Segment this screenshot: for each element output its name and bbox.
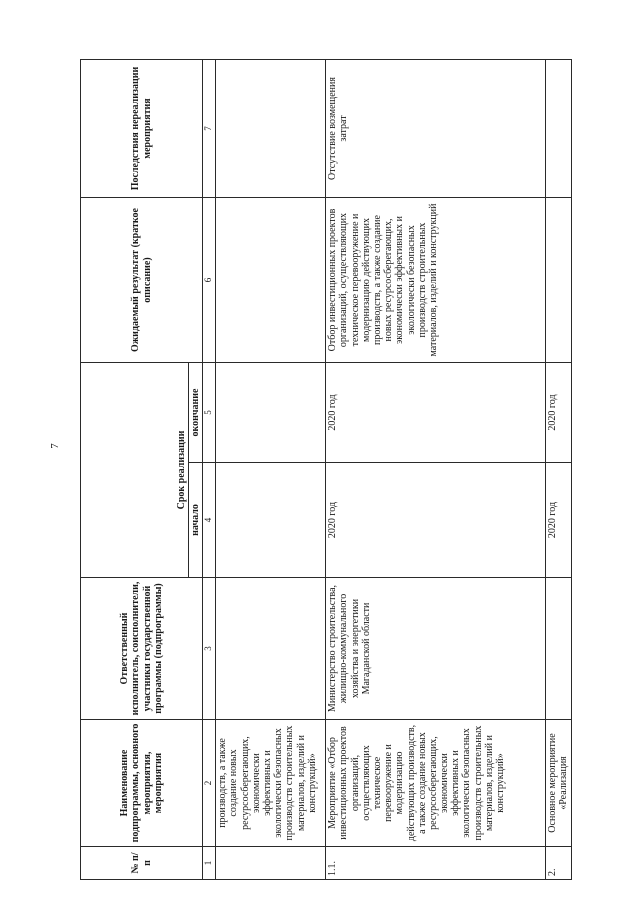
- column-number: 6: [203, 198, 216, 363]
- row-consequences: Отсутствие возмещения затрат: [326, 60, 546, 198]
- row-executor: [216, 578, 326, 720]
- row-start: 2020 год: [546, 463, 571, 578]
- header-start: начало: [189, 463, 203, 578]
- program-table: [80, 59, 572, 880]
- row-num: 1.1.: [326, 847, 546, 880]
- row-name: Мероприятие «Отбор инвестиционных проектов организаций, осуществляющих техническое перевооружение и модернизацию действующих производств, а также создание новых ресурсосберегающих, экономически эффективных и экологически безопасных производств строительных материалов, изделий и конструкций»: [326, 720, 546, 847]
- row-name: производств, а также создание новых ресурсосберегающих, экономически эффективных и экологически безопасных производств строительных материалов, изделий и конструкций»: [216, 720, 326, 847]
- row-name: Основное мероприятие «Реализация: [546, 720, 571, 847]
- row-start: [216, 463, 326, 578]
- column-number: 1: [203, 847, 216, 880]
- row-result: [546, 198, 571, 363]
- header-name: Наименование подпрограммы, основного мероприятия, мероприятия: [81, 720, 203, 847]
- row-num: 2.: [546, 847, 571, 880]
- row-end: 2020 год: [546, 363, 571, 463]
- row-result: Отбор инвестиционных проектов организаций, осуществляющих техническое перевооружение и модернизацию действующих производств, а также создание новых ресурсосберегающих, экономически эффективных и экологически безопасных производств строительных материалов, изделий и конструкций: [326, 198, 546, 363]
- table-row: [216, 60, 326, 880]
- column-number: 3: [203, 578, 216, 720]
- column-number: 4: [203, 463, 216, 578]
- table-row: [546, 60, 571, 880]
- header-row: [81, 60, 189, 880]
- row-num: [216, 847, 326, 880]
- rotated-table-container: [80, 60, 570, 880]
- row-consequences: [216, 60, 326, 198]
- column-number: 5: [203, 363, 216, 463]
- row-start: 2020 год: [326, 463, 546, 578]
- header-result: Ожидаемый результат (краткое описание): [81, 198, 203, 363]
- column-number: 7: [203, 60, 216, 198]
- row-consequences: [546, 60, 571, 198]
- page-number: 7: [49, 443, 61, 449]
- header-end: окончание: [189, 363, 203, 463]
- header-period: Срок реализации: [81, 363, 189, 578]
- header-consequences: Последствия нереализации мероприятия: [81, 60, 203, 198]
- header-num: № п/п: [81, 847, 203, 880]
- row-end: [216, 363, 326, 463]
- row-executor: [546, 578, 571, 720]
- column-number: 2: [203, 720, 216, 847]
- row-end: 2020 год: [326, 363, 546, 463]
- header-executor: Ответственный исполнитель, соисполнители, участники государственной программы (подпрограммы): [81, 578, 203, 720]
- table-row: [326, 60, 546, 880]
- row-executor: Министерство строительства, жилищно-коммунального хозяйства и энергетики Магаданской области: [326, 578, 546, 720]
- row-result: [216, 198, 326, 363]
- column-number-row: [203, 60, 216, 880]
